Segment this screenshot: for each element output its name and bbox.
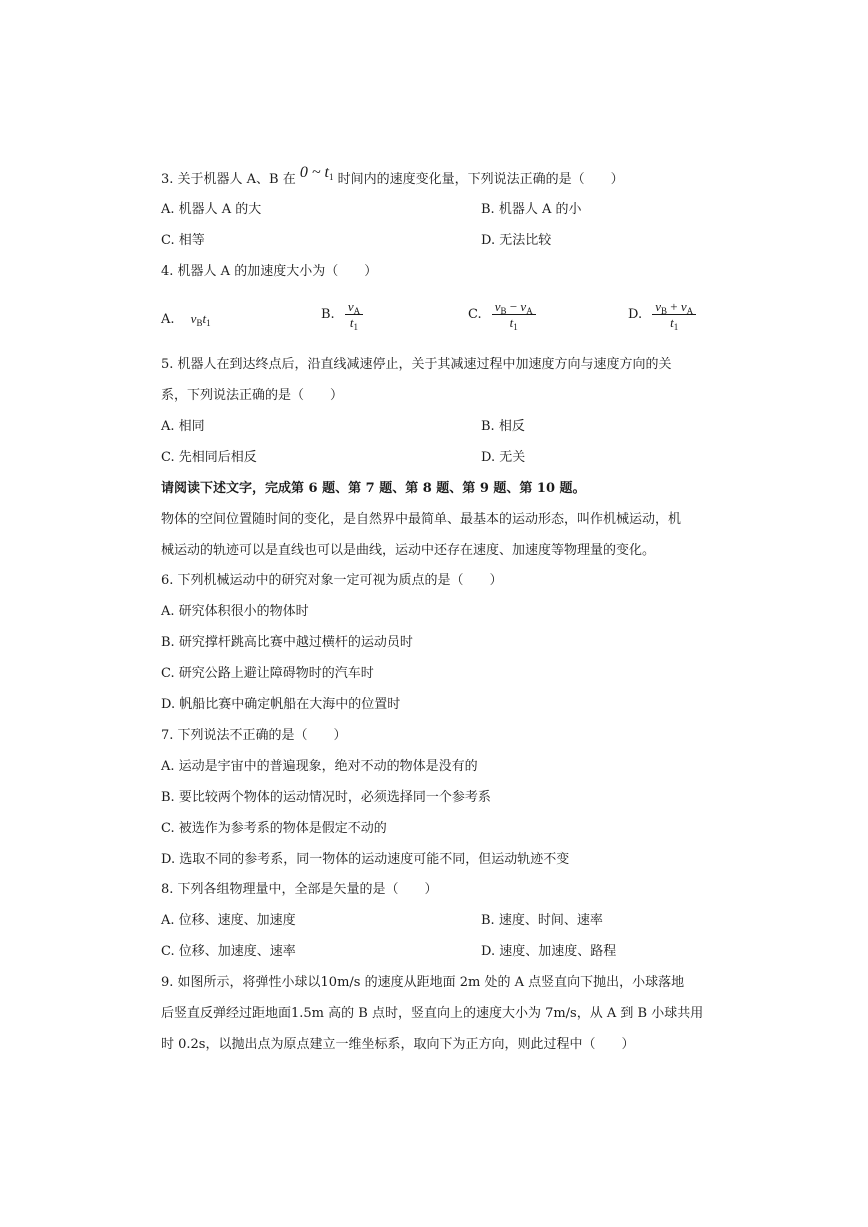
q3-stem-a: 3. 关于机器人 A、B 在 [161,172,296,187]
q7-option-c: C. 被选作为参考系的物体是假定不动的 [161,821,387,836]
q4-option-b [321,299,363,330]
q5-stem-line1: 5. 机器人在到达终点后，沿直线减速停止，关于其减速过程中加速度方向与速度方向的关 [161,357,672,372]
q4-option-d [628,299,696,330]
q4-option-a-label: A. [161,312,175,327]
q5-stem-line2: 系，下列说法正确的是（ ） [161,388,344,403]
q4-option-c-fraction: $\frac{v_B - v_A}{t_1}$ [492,299,536,330]
q7-option-d: D. 选取不同的参考系，同一物体的运动速度可能不同，但运动轨迹不变 [161,852,570,867]
q4-stem: 4. 机器人 A 的加速度大小为（ ） [161,264,378,279]
q9-line2: 后竖直反弹经过距地面1.5m 高的 B 点时，竖直向上的速度大小为 7m/s，从 A 到 B 小球共用 [161,1006,704,1021]
q5-option-d: D. 无关 [481,450,526,465]
reading-heading: 请阅读下述文字，完成第 6 题、第 7 题、第 8 题、第 9 题、第 10 题。 [161,481,586,496]
q3-option-c: C. 相等 [161,233,205,248]
q3-stem-b: 时间内的速度变化量，下列说法正确的是（ ） [337,172,624,187]
q4-option-b-fraction: $\frac{v_A}{t_1}$ [345,299,363,330]
q4-option-c-label: C. [468,307,482,322]
q8-stem: 8. 下列各组物理量中，全部是矢量的是（ ） [161,882,438,897]
q3-option-b: B. 机器人 A 的小 [481,202,582,217]
q5-option-a: A. 相同 [161,419,205,434]
q6-stem: 6. 下列机械运动中的研究对象一定可视为质点的是（ ） [161,573,503,588]
q4-option-b-label: B. [321,307,335,322]
q8-option-b: B. 速度、时间、速率 [481,913,603,928]
reading-para-line2: 械运动的轨迹可以是直线也可以是曲线，运动中还存在速度、加速度等物理量的变化。 [161,543,656,558]
q6-option-a: A. 研究体积很小的物体时 [161,604,309,619]
q3-math-range: 0 ~ t1 [299,164,334,182]
q7-option-b: B. 要比较两个物体的运动情况时，必须选择同一个参考系 [161,790,491,805]
q7-stem: 7. 下列说法不正确的是（ ） [161,728,347,743]
q9-line3: 时 0.2s，以抛出点为原点建立一维坐标系，取向下为正方向，则此过程中（ ） [161,1037,635,1052]
q4-option-d-fraction: $\frac{v_B + v_A}{t_1}$ [652,299,696,330]
q8-option-d: D. 速度、加速度、路程 [481,944,617,959]
reading-para-line1: 物体的空间位置随时间的变化，是自然界中最简单、最基本的运动形态，叫作机械运动，机 [161,512,682,527]
q5-option-c: C. 先相同后相反 [161,450,257,465]
q4-option-a [161,310,211,329]
q8-option-c: C. 位移、加速度、速率 [161,944,296,959]
q6-option-b: B. 研究撑杆跳高比赛中越过横杆的运动员时 [161,635,413,650]
q6-option-d: D. 帆船比赛中确定帆船在大海中的位置时 [161,697,401,712]
q4-option-c [468,299,536,330]
q6-option-c: C. 研究公路上避让障碍物时的汽车时 [161,666,374,681]
q3-option-a: A. 机器人 A 的大 [161,202,262,217]
q4-option-d-label: D. [628,307,643,322]
q9-line1: 9. 如图所示，将弹性小球以10m/s 的速度从距地面 2m 处的 A 点竖直向下抛出，小球落地 [161,975,685,990]
q8-option-a: A. 位移、速度、加速度 [161,913,296,928]
q5-option-b: B. 相反 [481,419,525,434]
q7-option-a: A. 运动是宇宙中的普遍现象，绝对不动的物体是没有的 [161,759,478,774]
q3-stem [161,164,624,189]
q3-option-d: D. 无法比较 [481,233,552,248]
q4-option-a-expr: $v_Bt_1$ [190,311,211,328]
